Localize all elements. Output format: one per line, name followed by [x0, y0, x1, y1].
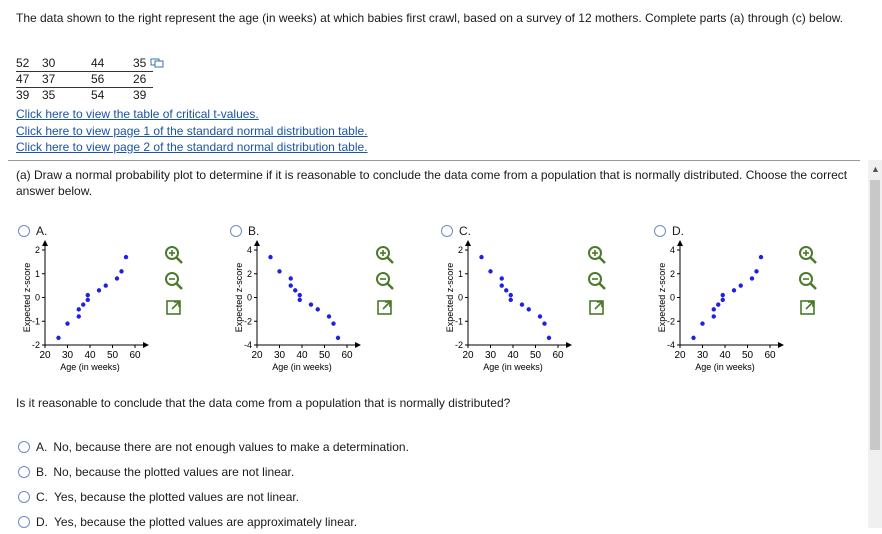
plot-b-tools [375, 245, 397, 323]
y-tick-label: 2 [246, 268, 252, 279]
answer-letter: A. [36, 439, 48, 454]
link-critical-t-values[interactable]: Click here to view the table of critical t-values. [16, 107, 259, 121]
x-tick-label: 50 [106, 350, 119, 361]
x-tick-label: 20 [674, 350, 686, 361]
option-c-label: C. [459, 224, 471, 238]
y-tick-label: -1 [31, 316, 40, 327]
data-point [56, 336, 60, 340]
y-tick-label: 0 [669, 292, 675, 303]
data-point [500, 283, 504, 287]
x-axis-label: Age (in weeks) [60, 362, 120, 372]
table-cell: 30 [42, 56, 91, 72]
x-tick-label: 20 [251, 350, 263, 361]
x-axis-arrow [566, 342, 572, 348]
y-tick-label: 0 [246, 292, 252, 303]
divider [8, 160, 860, 161]
answer-a[interactable] [18, 434, 409, 459]
answer-text: Yes, because the plotted values are not linear. [54, 489, 300, 504]
data-point [104, 283, 108, 287]
y-axis-label: Expected z-score [234, 262, 244, 333]
data-point [77, 314, 81, 318]
radio-answer-c[interactable] [18, 491, 30, 503]
option-d-label: D. [672, 224, 684, 238]
y-axis-arrow [677, 240, 683, 246]
x-tick-label: 30 [61, 350, 74, 361]
x-axis-label: Age (in weeks) [272, 362, 332, 372]
answer-letter: C. [36, 489, 48, 504]
data-point [81, 302, 85, 306]
answer-text: No, because there are not enough values to make a determination. [53, 439, 409, 454]
x-tick-label: 60 [764, 350, 776, 361]
zoom-in-icon[interactable] [798, 245, 818, 265]
x-tick-label: 20 [462, 350, 474, 361]
table-cell: 26 [133, 72, 153, 88]
y-axis-arrow [42, 240, 48, 246]
y-tick-label: 2 [457, 245, 463, 255]
table-cell: 52 [16, 56, 42, 72]
question-normality: Is it reasonable to conclude that the data come from a population that is normally distributed? [16, 396, 511, 410]
x-tick-label: 30 [273, 350, 286, 361]
data-point [712, 307, 716, 311]
x-axis-label: Age (in weeks) [483, 362, 543, 372]
x-axis-arrow [355, 342, 361, 348]
y-tick-label: 0 [457, 292, 463, 303]
y-tick-label: 4 [246, 245, 252, 255]
plot-c-tools [587, 245, 609, 323]
table-cell: 47 [16, 72, 42, 88]
data-point [316, 307, 320, 311]
y-tick-label: 2 [669, 268, 675, 279]
data-point [298, 298, 302, 302]
y-tick-label: -4 [243, 340, 252, 350]
data-point [298, 293, 302, 297]
data-point [716, 302, 720, 306]
x-tick-label: 40 [296, 350, 308, 361]
y-tick-label: -2 [31, 340, 40, 350]
radio-option-a[interactable] [18, 225, 30, 237]
popout-icon[interactable] [798, 297, 818, 317]
data-point [500, 276, 504, 280]
y-tick-label: -2 [454, 340, 463, 350]
part-a-question: (a) Draw a normal probability plot to determine if it is reasonable to conclude the data come from a population that is normally distributed. Choose the correct answer below. [16, 168, 848, 198]
data-point [268, 255, 272, 259]
x-tick-label: 50 [529, 350, 542, 361]
table-row [16, 72, 153, 88]
y-tick-label: 1 [457, 268, 463, 279]
radio-answer-a[interactable] [18, 441, 30, 453]
radio-answer-d[interactable] [18, 516, 30, 528]
x-tick-label: 60 [552, 350, 564, 361]
x-tick-label: 20 [39, 350, 51, 361]
option-c[interactable] [441, 224, 471, 238]
data-point [547, 336, 551, 340]
x-axis-arrow [143, 342, 149, 348]
y-axis-label: Expected z-score [22, 262, 32, 333]
data-point [691, 336, 695, 340]
data-point [721, 298, 725, 302]
scrollbar-thumb[interactable] [870, 180, 880, 450]
y-axis-label: Expected z-score [445, 262, 455, 333]
option-a-label: A. [36, 224, 48, 238]
scroll-up-icon[interactable]: ▲ [871, 164, 880, 174]
link-normal-table-page-1[interactable]: Click here to view page 1 of the standard normal distribution table. [16, 123, 368, 138]
answer-letter: B. [36, 464, 48, 479]
data-point [721, 293, 725, 297]
table-cell: 35 [42, 88, 56, 102]
zoom-out-icon[interactable] [587, 271, 607, 291]
data-point [86, 293, 90, 297]
y-tick-label: -2 [666, 316, 675, 327]
option-a[interactable] [18, 224, 47, 238]
plot-a-tools [164, 245, 186, 323]
radio-option-b[interactable] [230, 225, 242, 237]
answer-c[interactable] [18, 484, 409, 509]
x-tick-label: 40 [719, 350, 731, 361]
normal-probability-plot-d [655, 240, 790, 375]
radio-option-d[interactable] [654, 225, 666, 237]
links-list [16, 106, 368, 156]
data-point [119, 269, 123, 273]
copy-data-icon[interactable] [150, 58, 164, 68]
table-cell: 54 [91, 88, 105, 102]
y-axis-arrow [465, 240, 471, 246]
data-point [331, 321, 335, 325]
y-axis-label: Expected z-score [657, 262, 667, 333]
link-normal-table-page-2[interactable]: Click here to view page 2 of the standard normal distribution table. [16, 140, 368, 154]
zoom-out-icon[interactable] [798, 271, 818, 291]
zoom-out-icon[interactable] [375, 271, 395, 291]
answer-choices [18, 434, 409, 534]
y-tick-label: -1 [454, 316, 463, 327]
zoom-in-icon[interactable] [375, 245, 395, 265]
data-point [97, 288, 101, 292]
data-point [289, 276, 293, 280]
data-point [86, 298, 90, 302]
x-axis-arrow [778, 342, 784, 348]
data-point [509, 293, 513, 297]
zoom-in-icon[interactable] [587, 245, 607, 265]
x-tick-label: 30 [484, 350, 497, 361]
data-point [488, 269, 492, 273]
normal-probability-plot-c [443, 240, 578, 375]
data-point [700, 321, 704, 325]
x-tick-label: 60 [129, 350, 141, 361]
y-tick-label: 4 [669, 245, 675, 255]
data-point [65, 321, 69, 325]
option-b[interactable] [230, 224, 259, 238]
data-point [327, 314, 331, 318]
x-tick-label: 50 [741, 350, 754, 361]
data-point [759, 255, 763, 259]
popout-icon[interactable] [164, 297, 184, 317]
data-point [336, 336, 340, 340]
popout-icon[interactable] [375, 297, 395, 317]
data-point [124, 255, 128, 259]
normal-probability-plot-a [20, 240, 155, 375]
normal-probability-plot-b [232, 240, 367, 375]
data-point [293, 288, 297, 292]
table-row [16, 88, 153, 104]
table-cell: 56 [91, 72, 133, 88]
data-point [504, 288, 508, 292]
y-tick-label: 2 [34, 245, 40, 255]
plot-d-tools [798, 245, 820, 323]
y-axis-arrow [254, 240, 260, 246]
x-tick-label: 30 [696, 350, 709, 361]
data-point [520, 302, 524, 306]
data-point [277, 269, 281, 273]
table-cell: 44 [91, 56, 133, 72]
data-point [732, 288, 736, 292]
option-d[interactable] [654, 224, 684, 238]
answer-text: No, because the plotted values are not linear. [53, 464, 295, 479]
x-axis-label: Age (in weeks) [695, 362, 755, 372]
answer-d[interactable] [18, 509, 409, 534]
data-point [750, 276, 754, 280]
intro-text: The data shown to the right represent the age (in weeks) at which babies first crawl, based on a survey of 12 mothers. Complete parts (a) through (c) below. [16, 11, 844, 25]
data-point [509, 298, 513, 302]
table-cell: 39 [133, 88, 147, 102]
table-cell: 37 [42, 72, 91, 88]
data-point [538, 314, 542, 318]
y-tick-label: -4 [666, 340, 675, 350]
data-point [542, 321, 546, 325]
y-tick-label: 1 [34, 268, 40, 279]
table-row [16, 56, 153, 72]
scrollbar[interactable] [868, 160, 882, 528]
table-cell: 39 [16, 88, 30, 102]
data-point [712, 314, 716, 318]
x-tick-label: 60 [341, 350, 353, 361]
data-point [754, 269, 758, 273]
data-point [527, 307, 531, 311]
data-table [16, 56, 153, 103]
data-point [739, 283, 743, 287]
answer-text: Yes, because the plotted values are approximately linear. [54, 514, 358, 529]
zoom-out-icon[interactable] [164, 271, 184, 291]
data-point [309, 302, 313, 306]
y-tick-label: 0 [34, 292, 40, 303]
x-tick-label: 50 [318, 350, 331, 361]
radio-option-c[interactable] [441, 225, 453, 237]
x-tick-label: 40 [507, 350, 519, 361]
answer-b[interactable] [18, 459, 409, 484]
y-tick-label: -2 [243, 316, 252, 327]
data-point [115, 276, 119, 280]
option-b-label: B. [248, 224, 260, 238]
answer-letter: D. [36, 514, 48, 529]
data-point [77, 307, 81, 311]
data-point [289, 283, 293, 287]
data-point [479, 255, 483, 259]
x-tick-label: 40 [84, 350, 96, 361]
table-cell: 35 [133, 56, 153, 72]
popout-icon[interactable] [587, 297, 607, 317]
radio-answer-b[interactable] [18, 466, 30, 478]
zoom-in-icon[interactable] [164, 245, 184, 265]
